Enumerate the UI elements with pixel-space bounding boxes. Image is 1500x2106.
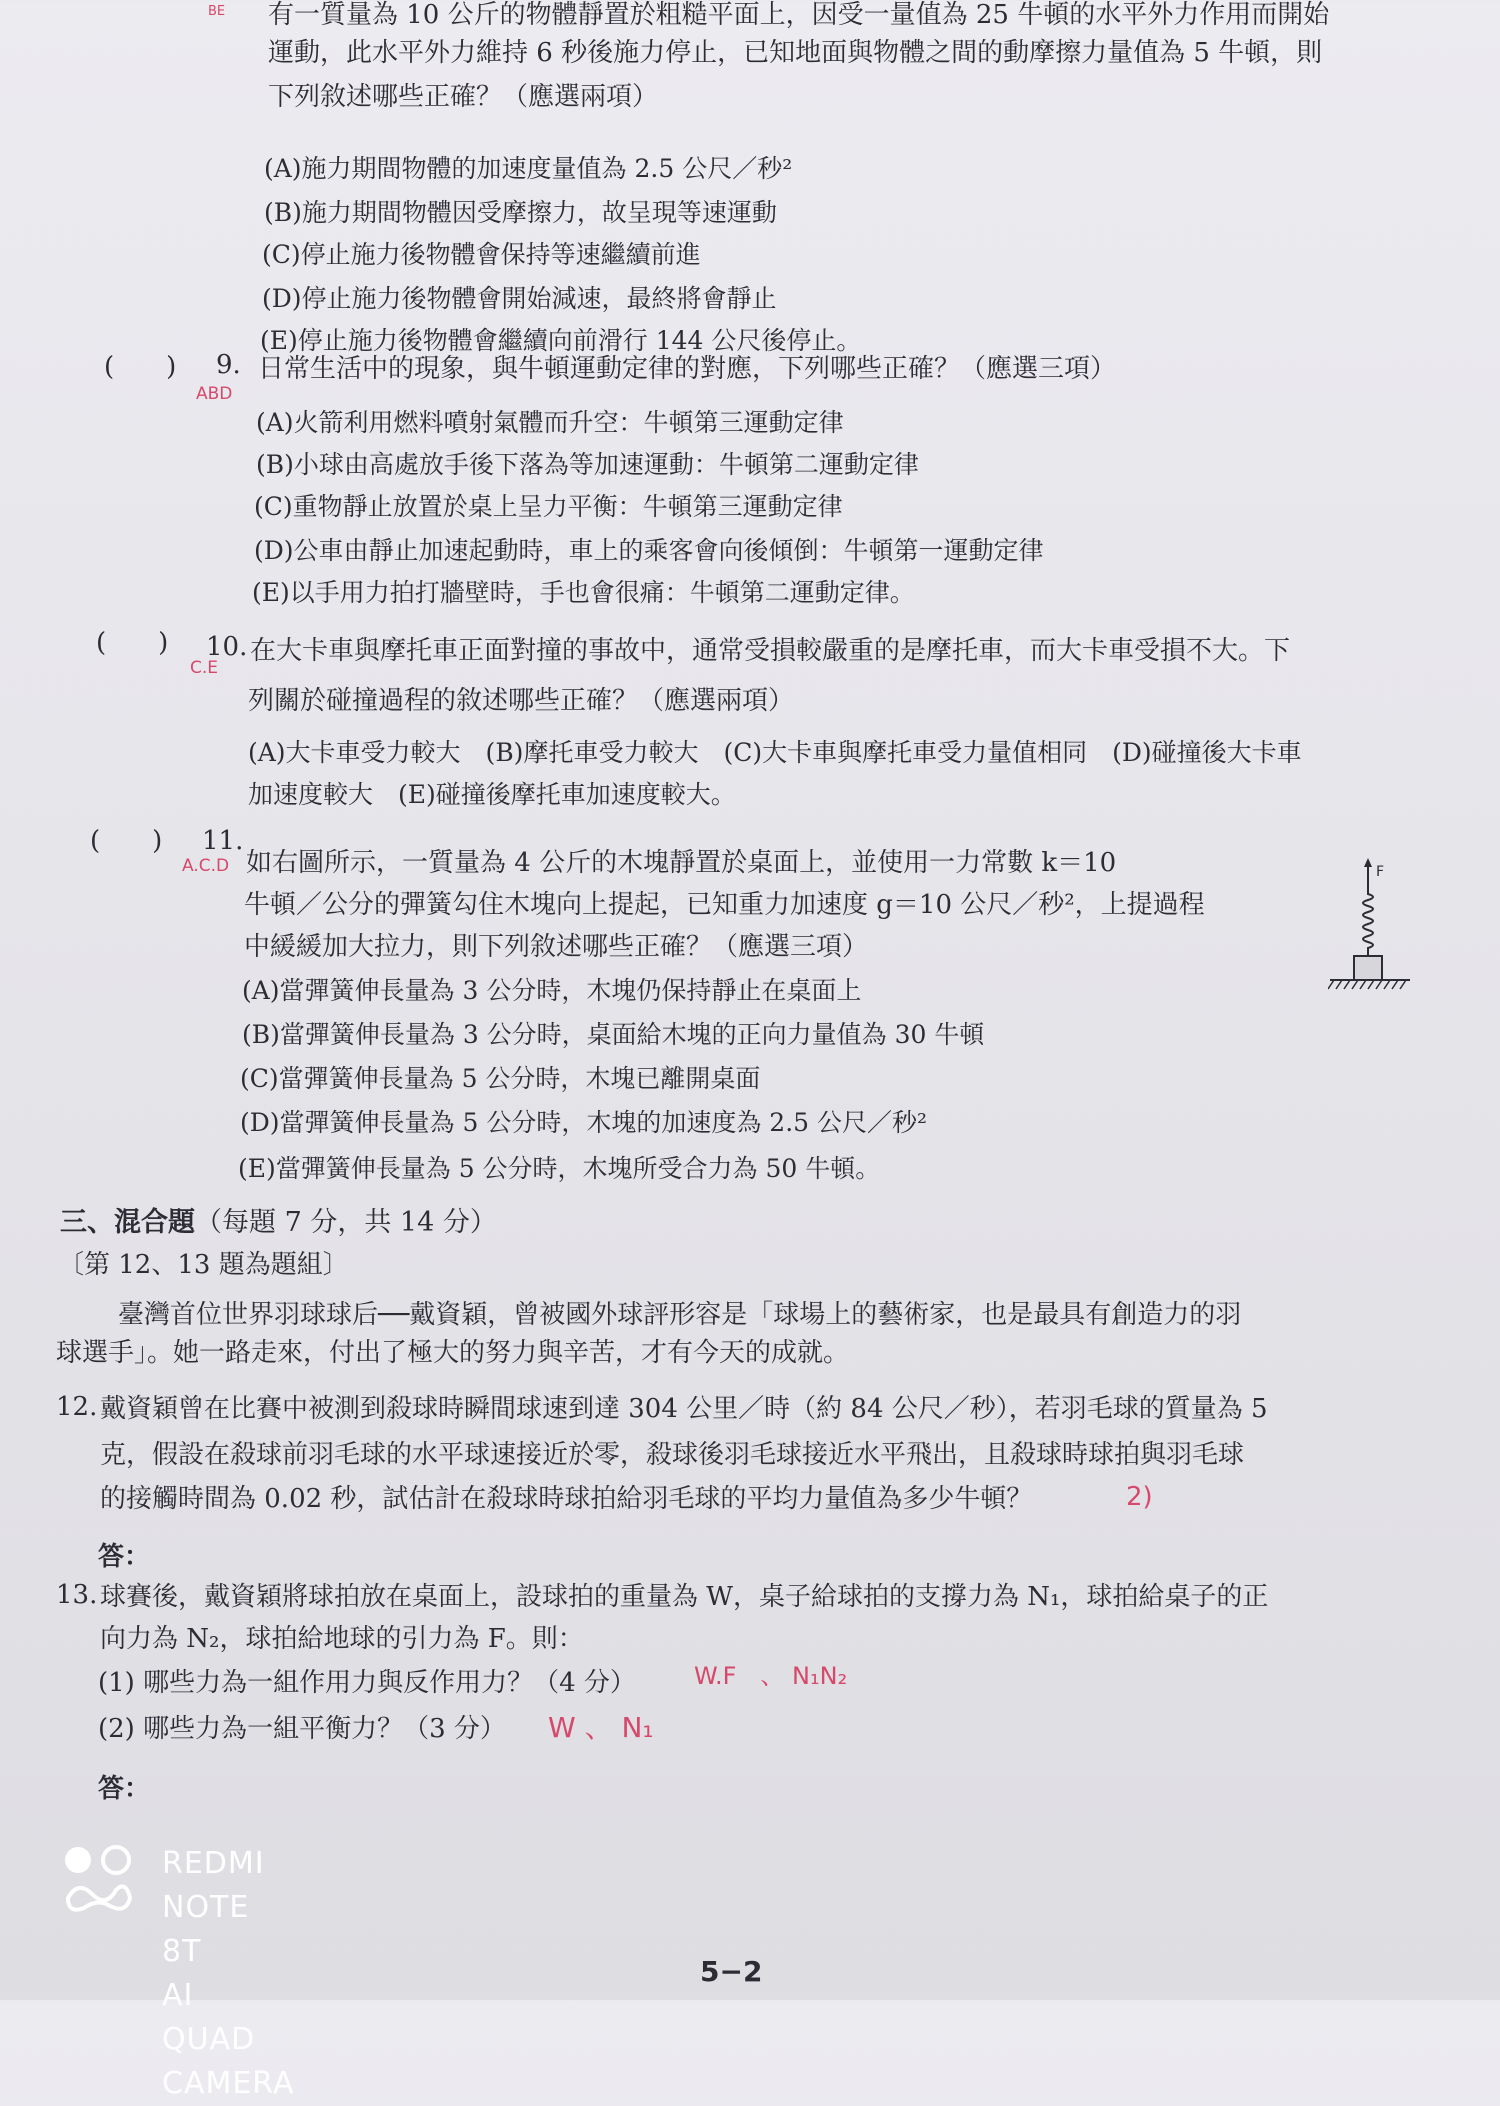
handwritten-note-q11: A.C.D bbox=[182, 856, 230, 876]
section-3-scoring: （每題 7 分，共 14 分） bbox=[195, 1207, 497, 1238]
q8-stem-line-3: 下列敘述哪些正確？（應選兩項） bbox=[268, 82, 659, 112]
q10-number: 10. bbox=[206, 632, 248, 662]
q11-answer-paren: ( ) bbox=[90, 826, 163, 856]
section-3-intro-line-2: 球選手」。她一路走來，付出了極大的努力與辛苦，才有今天的成就。 bbox=[56, 1338, 850, 1368]
q11-option-b: (B)當彈簧伸長量為 3 公分時，桌面給木塊的正向力量值為 30 牛頓 bbox=[242, 1020, 985, 1049]
q11-stem-line-3: 中緩緩加大拉力，則下列敘述哪些正確？（應選三項） bbox=[244, 932, 869, 962]
q12-stem-line-1: 戴資穎曾在比賽中被測到殺球時瞬間球速到達 304 公里／時（約 84 公尺／秒），若羽毛球的質量為 5 bbox=[100, 1394, 1268, 1424]
q11-number: 11. bbox=[202, 826, 244, 856]
q9-option-d: (D)公車由靜止加速起動時，車上的乘客會向後傾倒：牛頓第一運動定律 bbox=[254, 536, 1044, 565]
q10-stem-line-2: 列關於碰撞過程的敘述哪些正確？（應選兩項） bbox=[248, 686, 795, 716]
q11-stem-line-1: 如右圖所示，一質量為 4 公斤的木塊靜置於桌面上，並使用一力常數 k＝10 bbox=[246, 848, 1117, 878]
q9-option-a: (A)火箭利用燃料噴射氣體而升空：牛頓第三運動定律 bbox=[256, 408, 844, 437]
q13-number: 13. bbox=[56, 1580, 98, 1610]
handwritten-note-q9: ABD bbox=[196, 384, 233, 404]
q9-number: 9. bbox=[216, 350, 241, 380]
q10-answer-paren: ( ) bbox=[96, 628, 169, 658]
q8-option-c: (C)停止施力後物體會保持等速繼續前進 bbox=[262, 240, 701, 269]
q10-options-line-2: 加速度較大 (E)碰撞後摩托車加速度較大。 bbox=[248, 780, 736, 809]
q9-option-e: (E)以手用力拍打牆壁時，手也會很痛：牛頓第二運動定律。 bbox=[252, 578, 915, 607]
question-group-label: 〔第 12、13 題為題組〕 bbox=[58, 1250, 349, 1280]
watermark-model: REDMI NOTE 8T bbox=[162, 1846, 265, 1969]
q13-stem-line-2: 向力為 N₂，球拍給地球的引力為 F。則： bbox=[100, 1624, 584, 1654]
section-3-heading: 三、混合題 bbox=[60, 1207, 195, 1238]
q11-option-a: (A)當彈簧伸長量為 3 公分時，木塊仍保持靜止在桌面上 bbox=[242, 976, 862, 1005]
q9-option-c: (C)重物靜止放置於桌上呈力平衡：牛頓第三運動定律 bbox=[254, 492, 843, 521]
q8-stem-line-1: 有一質量為 10 公斤的物體靜置於粗糙平面上，因受一量值為 25 牛頓的水平外力作用而開始 bbox=[268, 0, 1330, 30]
q12-stem-line-2: 克，假設在殺球前羽毛球的水平球速接近於零，殺球後羽毛球接近水平飛出，且殺球時球拍與羽毛球 bbox=[100, 1440, 1245, 1470]
q8-option-e: (E)停止施力後物體會繼續向前滑行 144 公尺後停止。 bbox=[260, 326, 862, 355]
q12-answer-label: 答： bbox=[98, 1542, 151, 1572]
q12-stem-line-3: 的接觸時間為 0.02 秒，試估計在殺球時球拍給羽毛球的平均力量值為多少牛頓？ bbox=[100, 1484, 1033, 1514]
q8-option-a: (A)施力期間物體的加速度量值為 2.5 公尺／秒² bbox=[264, 154, 793, 183]
q8-option-d: (D)停止施力後物體會開始減速，最終將會靜止 bbox=[262, 284, 777, 313]
section-3-title bbox=[60, 1200, 497, 1239]
q9-option-b: (B)小球由高處放手後下落為等加速運動：牛頓第二運動定律 bbox=[256, 450, 919, 479]
q13-subquestion-1: (1) 哪些力為一組作用力與反作用力？（4 分） bbox=[98, 1668, 636, 1698]
camera-logo-icon bbox=[62, 1842, 136, 1916]
force-label: F bbox=[1376, 864, 1385, 880]
q13-answer-label: 答： bbox=[98, 1774, 151, 1804]
watermark-text bbox=[162, 1842, 294, 2106]
q13-subquestion-2: (2) 哪些力為一組平衡力？（3 分） bbox=[98, 1714, 506, 1744]
q8-option-b: (B)施力期間物體因受摩擦力，故呈現等速運動 bbox=[264, 198, 777, 227]
handwritten-note-q12: 2) bbox=[1126, 1482, 1153, 1512]
q10-options-line-1: (A)大卡車受力較大 (B)摩托車受力較大 (C)大卡車與摩托車受力量值相同 (D)碰撞後大卡車 bbox=[248, 738, 1302, 767]
q11-option-d: (D)當彈簧伸長量為 5 公分時，木塊的加速度為 2.5 公尺／秒² bbox=[240, 1108, 928, 1137]
q11-option-e: (E)當彈簧伸長量為 5 公分時，木塊所受合力為 50 牛頓。 bbox=[238, 1154, 881, 1183]
handwritten-answer-q13-1: W.F 、 N₁N₂ bbox=[694, 1662, 848, 1690]
section-3-intro-line-1: 臺灣首位世界羽球球后──戴資穎，曾被國外球評形容是「球場上的藝術家，也是最具有創造力的羽 bbox=[118, 1300, 1242, 1330]
spring-block-figure bbox=[1328, 858, 1414, 1002]
q9-answer-paren: ( ) bbox=[104, 352, 177, 382]
watermark-camera: AI QUAD CAMERA bbox=[162, 1978, 295, 2101]
page-number: 5−2 bbox=[700, 1955, 763, 1988]
handwritten-note-q8: BE bbox=[208, 4, 226, 19]
handwritten-note-q10: C.E bbox=[190, 658, 219, 678]
q13-stem-line-1: 球賽後，戴資穎將球拍放在桌面上，設球拍的重量為 W，桌子給球拍的支撐力為 N₁，球拍給桌子的正 bbox=[100, 1582, 1269, 1612]
q11-option-c: (C)當彈簧伸長量為 5 公分時，木塊已離開桌面 bbox=[240, 1064, 761, 1093]
q11-stem-line-2: 牛頓／公分的彈簧勾住木塊向上提起，已知重力加速度 g＝10 公尺／秒²，上提過程 bbox=[244, 890, 1205, 920]
handwritten-answer-q13-2: W 、 N₁ bbox=[548, 1711, 654, 1744]
q12-number: 12. bbox=[56, 1392, 98, 1422]
q10-stem-line-1: 在大卡車與摩托車正面對撞的事故中，通常受損較嚴重的是摩托車，而大卡車受損不大。下 bbox=[250, 636, 1291, 666]
q8-stem-line-2: 運動，此水平外力維持 6 秒後施力停止，已知地面與物體之間的動摩擦力量值為 5 牛頓，則 bbox=[268, 38, 1323, 68]
q9-stem: 日常生活中的現象，與牛頓運動定律的對應，下列哪些正確？（應選三項） bbox=[258, 354, 1117, 384]
